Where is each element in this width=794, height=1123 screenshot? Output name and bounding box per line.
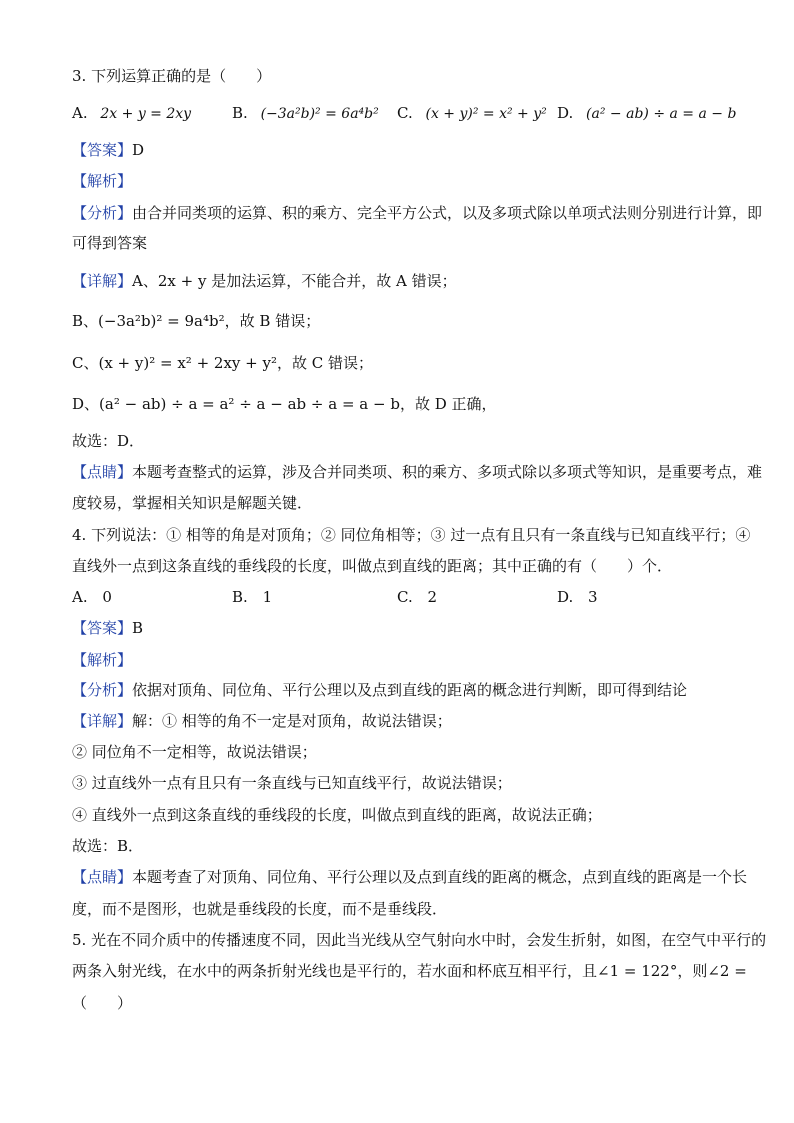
q3-option-d xyxy=(557,103,736,124)
q3-choose: 故选：D． xyxy=(72,432,145,450)
q3-stem: 3. 下列运算正确的是（ ） xyxy=(72,67,272,85)
q3-comment-line-2: 度较易，掌握相关知识是解题关键． xyxy=(72,494,313,512)
q3-detail-a xyxy=(72,271,732,291)
q4-option-c xyxy=(397,587,437,607)
q3-comment-line-1 xyxy=(72,462,763,482)
analysis-tag: 【解析】 xyxy=(72,651,133,669)
option-expression: (a² − ab) ÷ a = a − b xyxy=(586,106,737,122)
option-text: 1 xyxy=(262,588,273,606)
q3-analysis-heading xyxy=(72,171,732,191)
q3-detail-d: D、(a² − ab) ÷ a = a² ÷ a − ab ÷ a = a − b，故 D 正确， xyxy=(72,395,497,413)
detail-tag: 【详解】 xyxy=(72,712,133,730)
detail-text: 解：① 相等的角不一定是对顶角，故说法错误； xyxy=(132,712,452,730)
option-letter: C. xyxy=(397,588,413,606)
option-letter: A. xyxy=(72,104,88,122)
q4-answer xyxy=(72,618,732,638)
q4-analysis-heading xyxy=(72,650,732,670)
q4-detail-2: ② 同位角不一定相等，故说法错误； xyxy=(72,743,317,761)
option-text: 3 xyxy=(588,588,598,606)
q3-detail-b: B、(−3a²b)² = 9a⁴b²，故 B 错误； xyxy=(72,312,321,330)
fenxi-text: 由合并同类项的运算、积的乘方、完全平方公式，以及多项式除以单项式法则分别进行计算，即 xyxy=(132,204,763,222)
q3-answer xyxy=(72,140,732,160)
q3-option-b xyxy=(232,103,379,124)
analysis-tag: 【解析】 xyxy=(72,172,133,190)
q3-fenxi-line-1 xyxy=(72,203,763,223)
detail-tag: 【详解】 xyxy=(72,272,133,290)
option-expression: (−3a²b)² = 6a⁴b² xyxy=(260,106,379,122)
option-letter: D. xyxy=(557,588,574,606)
option-expression: 2x + y = 2xy xyxy=(100,106,192,122)
comment-tag: 【点睛】 xyxy=(72,463,133,481)
answer-value: B xyxy=(132,619,144,637)
q5-stem-line-1: 5. 光在不同介质中的传播速度不同，因此当光线从空气射向水中时，会发生折射，如图，在空气中平行的 xyxy=(72,931,767,949)
q3-option-c xyxy=(397,103,547,124)
q4-comment-line-2: 度，而不是图形，也就是垂线段的长度，而不是垂线段． xyxy=(72,900,448,918)
q4-detail-3: ③ 过直线外一点有且只有一条直线与已知直线平行，故说法错误； xyxy=(72,774,512,792)
option-text: 0 xyxy=(102,588,112,606)
q4-option-d xyxy=(557,587,598,607)
q4-stem-line-2: 直线外一点到这条直线的垂线段的长度，叫做点到直线的距离；其中正确的有（ ）个． xyxy=(72,557,673,575)
fenxi-tag: 【分析】 xyxy=(72,204,133,222)
answer-value: D xyxy=(132,141,145,159)
q3-detail-c: C、(x + y)² = x² + 2xy + y²，故 C 错误； xyxy=(72,354,373,372)
detail-text: A、2x + y 是加法运算，不能合并，故 A 错误； xyxy=(132,272,457,290)
q4-fenxi xyxy=(72,680,732,700)
comment-tag: 【点睛】 xyxy=(72,868,133,886)
q4-comment-line-1 xyxy=(72,867,748,887)
option-expression: (x + y)² = x² + y² xyxy=(425,106,547,122)
q4-choose: 故选：B． xyxy=(72,837,144,855)
q4-option-a xyxy=(72,587,112,607)
q4-stem-line-1: 4. 下列说法：① 相等的角是对顶角；② 同位角相等；③ 过一点有且只有一条直线与已知直线平行；④ xyxy=(72,526,751,544)
q4-detail-4: ④ 直线外一点到这条直线的垂线段的长度，叫做点到直线的距离，故说法正确； xyxy=(72,806,602,824)
q3-fenxi-line-2: 可得到答案 xyxy=(72,234,148,252)
option-letter: A. xyxy=(72,588,88,606)
option-text: 2 xyxy=(427,588,438,606)
comment-text: 本题考查了对顶角、同位角、平行公理以及点到直线的距离的概念，点到直线的距离是一个长 xyxy=(132,868,748,886)
option-letter: C. xyxy=(397,104,413,122)
option-letter: B. xyxy=(232,588,248,606)
answer-tag: 【答案】 xyxy=(72,141,133,159)
q5-stem-line-3: （ ） xyxy=(72,994,133,1012)
fenxi-text: 依据对顶角、同位角、平行公理以及点到直线的距离的概念进行判断，即可得到结论 xyxy=(132,681,688,699)
fenxi-tag: 【分析】 xyxy=(72,681,133,699)
answer-tag: 【答案】 xyxy=(72,619,133,637)
q3-option-a xyxy=(72,103,191,124)
q4-option-b xyxy=(232,587,272,607)
q5-stem-line-2: 两条入射光线，在水中的两条折射光线也是平行的，若水面和杯底互相平行，且∠1 = 122°，则∠2 = xyxy=(72,962,747,980)
option-letter: D. xyxy=(557,104,574,122)
option-letter: B. xyxy=(232,104,248,122)
comment-text: 本题考查整式的运算，涉及合并同类项、积的乘方、多项式除以多项式等知识，是重要考点，难 xyxy=(132,463,763,481)
q4-detail-1 xyxy=(72,711,732,731)
